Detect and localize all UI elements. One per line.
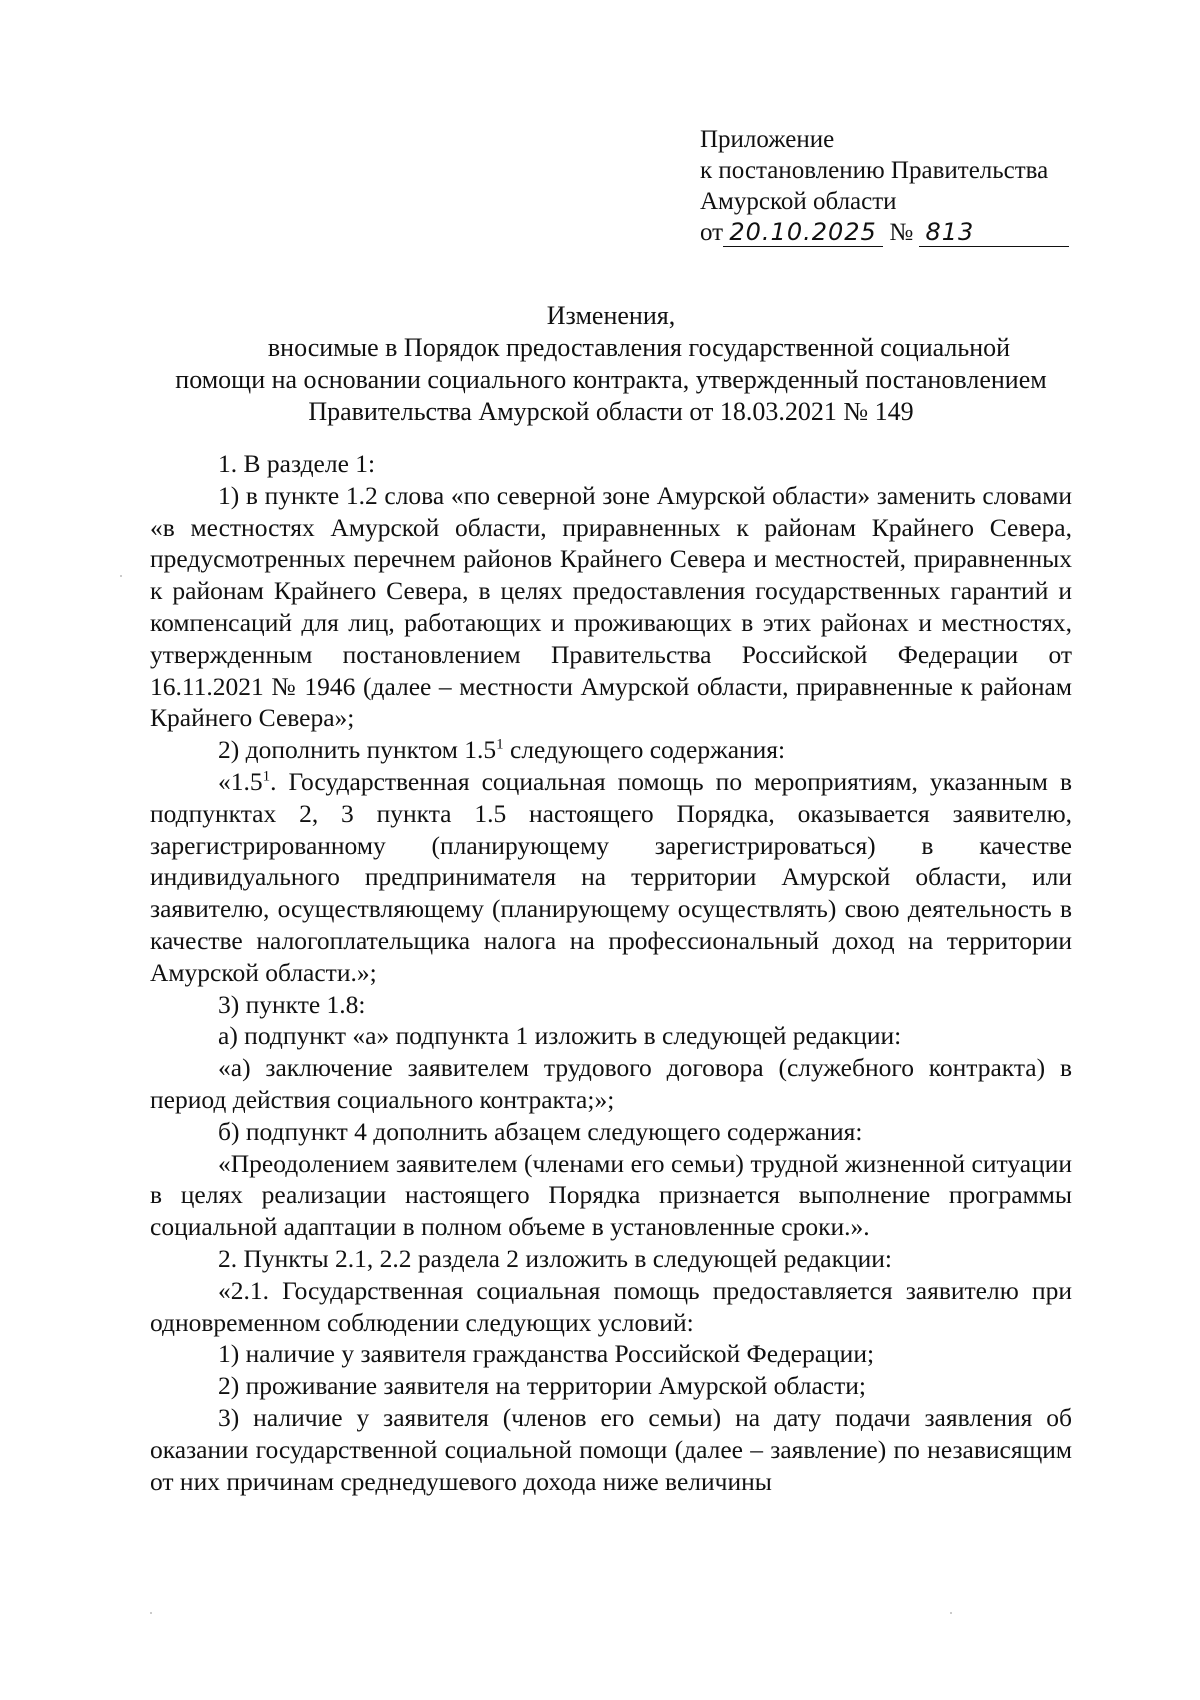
approval-block — [700, 124, 1080, 248]
paragraph-text: следующего содержания: — [503, 735, 786, 765]
paragraph-text: 2) дополнить пунктом 1.5 — [218, 735, 497, 765]
superscript: 1 — [496, 736, 504, 753]
handwritten-number: 813 — [925, 218, 975, 246]
paragraph-1-5-1-content — [150, 766, 1072, 989]
document-title — [150, 300, 1072, 428]
approval-line-1: Приложение — [700, 126, 835, 153]
paragraph-item-1-2: 1) в пункте 1.2 слова «по северной зоне Амурской области» заменить словами «в местностях Амурской области, приравненных к районам Крайнего Севера, предусмотренных перечнем районов Крайнего Севера и местностей, приравненных к районам Крайнего Севера, в целях предоставления государственных гарантий и компенсаций для лиц, работающих и проживающих в этих районах и местностях, утвержденным постановлением Правительства Российской Федерации от 16.11.2021 № 1946 (далее – местности Амурской области, приравненные к районам Крайнего Севера»; — [150, 480, 1072, 733]
paragraph-condition-1: 1) наличие у заявителя гражданства Российской Федерации; — [218, 1339, 875, 1369]
paragraph-section-2: 2. Пункты 2.1, 2.2 раздела 2 изложить в следующей редакции: — [218, 1243, 893, 1273]
approval-line-3: Амурской области — [700, 188, 897, 215]
paragraph-item-1-8: 3) пункте 1.8: — [218, 989, 366, 1019]
document-body — [150, 448, 1072, 1497]
scan-speck — [120, 575, 122, 577]
handwritten-date: 20.10.2025 — [729, 218, 877, 246]
date-prefix: от — [700, 219, 724, 246]
paragraph-add-1-5-1 — [150, 734, 1072, 766]
paragraph-subitem-b-content: «Преодолением заявителем (членами его семьи) трудной жизненной ситуации в целях реализации настоящего Порядка признается выполнение программы социальной адаптации в полном объеме в установленные сроки.». — [150, 1148, 1072, 1242]
title-line-2: вносимые в Порядок предоставления государственной социальной — [267, 333, 1011, 362]
paragraph-condition-3: 3) наличие у заявителя (членов его семьи) на дату подачи заявления об оказании государственной социальной помощи (далее – заявление) по независящим от них причинам среднедушевого дохода ниже величины — [150, 1402, 1072, 1496]
approval-line-2: к постановлению Правительства — [700, 157, 1049, 184]
approval-date-row — [700, 217, 1080, 248]
paragraph-subitem-b: б) подпункт 4 дополнить абзацем следующего содержания: — [218, 1116, 863, 1146]
paragraph-condition-2: 2) проживание заявителя на территории Амурской области; — [218, 1371, 866, 1401]
paragraph-text: «1.5 — [218, 766, 263, 796]
paragraph-section-1: 1. В разделе 1: — [218, 449, 376, 478]
paragraph-subitem-a-content: «а) заключение заявителем трудового договора (служебного контракта) в период действия социального контракта;»; — [150, 1053, 1072, 1114]
number-prefix: № — [889, 219, 914, 246]
date-field — [723, 219, 883, 247]
scan-speck — [950, 1612, 952, 1614]
paragraph-subitem-a: а) подпункт «а» подпункта 1 изложить в следующей редакции: — [218, 1021, 902, 1051]
paragraph-text: . Государственная социальная помощь по мероприятиям, указанным в подпунктах 2, 3 пункта 1.5 настоящего Порядка, оказывается заявителю, зарегистрированному (планирующему зарегистрироваться) в качестве индивидуального предпринимателя на территории Амурской области, или заявителю, осуществляющему (планирующему осуществлять) свою деятельность в качестве налогоплательщика налога на профессиональный доход на территории Амурской области.»; — [150, 766, 1072, 987]
superscript: 1 — [262, 768, 271, 785]
scan-speck — [150, 1612, 152, 1614]
title-line-1: Изменения, — [546, 301, 676, 330]
title-line-3: помощи на основании социального контракта, утвержденный постановлением — [175, 365, 1047, 394]
title-line-4: Правительства Амурской области от 18.03.2021 № 149 — [308, 397, 914, 426]
number-field — [919, 219, 1069, 247]
paragraph-2-1: «2.1. Государственная социальная помощь предоставляется заявителю при одновременном соблюдении следующих условий: — [150, 1275, 1072, 1337]
